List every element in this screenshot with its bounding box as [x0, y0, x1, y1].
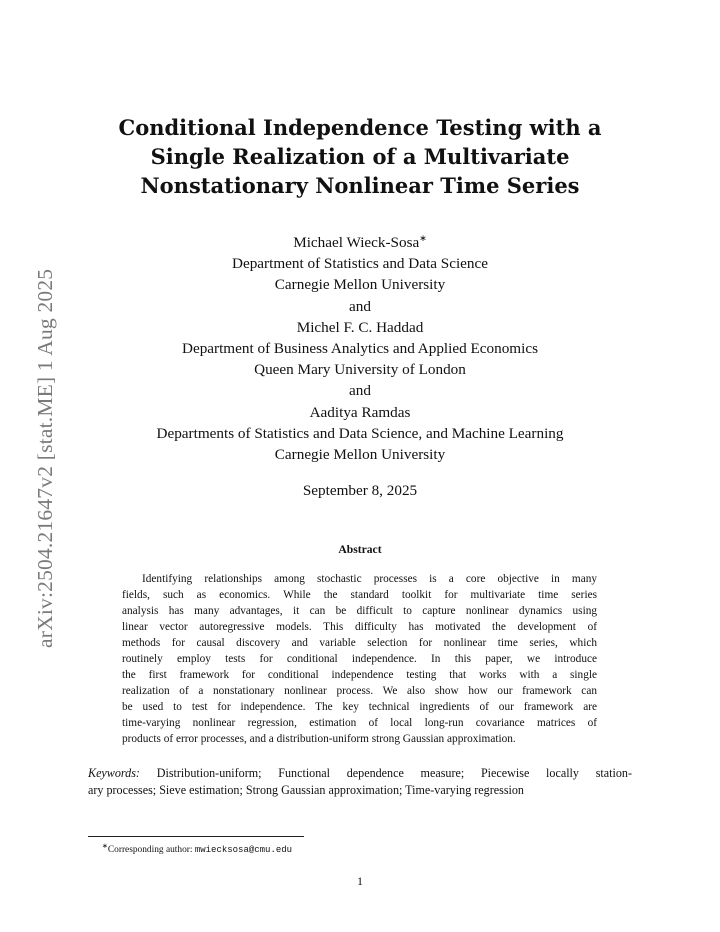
- abstract-line: methods for causal discovery and variable selection for nonlinear time series, which: [122, 637, 597, 649]
- abstract-line: be used to test for independence. The key technical ingredients of our framework are: [122, 701, 597, 713]
- abstract-line: realization of a nonstationary nonlinear process. We also show how our framework can: [122, 685, 597, 697]
- author-1-name: Michael Wieck-Sosa∗: [293, 233, 427, 252]
- abstract-line: the first framework for conditional independence testing that works with a single: [122, 669, 597, 681]
- abstract-line: fields, such as economics. While the standard toolkit for multivariate time series: [122, 589, 597, 601]
- keywords-line-2: ary processes; Sieve estimation; Strong Gaussian approximation; Time-varying regression: [88, 783, 524, 797]
- author-1-footnote-marker[interactable]: ∗: [419, 233, 427, 243]
- author-email-link[interactable]: mwiecksosa@cmu.edu: [194, 845, 293, 856]
- abstract-line: linear vector autoregressive models. This difficulty has motivated the development of: [122, 621, 597, 633]
- abstract-line: Identifying relationships among stochastic processes is a core objective in many: [142, 573, 597, 585]
- abstract-heading: Abstract: [338, 543, 382, 556]
- author-3-institution: Carnegie Mellon University: [274, 446, 446, 464]
- keywords-line-1: [88, 765, 632, 782]
- author-block: [80, 228, 640, 465]
- author-separator-2: and: [349, 382, 371, 400]
- arxiv-identifier-stamp: arXiv:2504.21647v2 [stat.ME] 1 Aug 2025: [33, 268, 57, 648]
- abstract-line: products of error processes, and a distribution-uniform strong Gaussian approximation.: [122, 733, 516, 745]
- footnote-text: Corresponding author:: [107, 845, 195, 856]
- author-1-institution: Carnegie Mellon University: [274, 276, 446, 294]
- abstract-line: routinely employ tests for conditional independence. In this paper, we introduce: [122, 653, 597, 665]
- author-2-department: Department of Business Analytics and Applied Economics: [181, 340, 538, 358]
- abstract-body: [122, 571, 597, 747]
- title-line-1: Conditional Independence Testing with a: [118, 115, 602, 140]
- paper-title: [80, 113, 640, 200]
- footnote-divider: [88, 836, 304, 837]
- author-3-name: Aaditya Ramdas: [309, 403, 411, 421]
- title-line-2: Single Realization of a Multivariate: [150, 144, 570, 169]
- author-1-department: Department of Statistics and Data Science: [232, 255, 488, 273]
- author-3-department: Departments of Statistics and Data Science, and Machine Learning: [156, 424, 564, 442]
- abstract-line: analysis has many advantages, it can be difficult to capture nonlinear dynamics using: [122, 605, 597, 617]
- title-line-3: Nonstationary Nonlinear Time Series: [140, 173, 580, 198]
- keywords-text-1: Distribution-uniform; Functional dependence measure; Piecewise locally station-: [156, 766, 632, 780]
- page-number: 1: [357, 874, 363, 888]
- footnote-marker: ∗: [102, 842, 108, 850]
- keywords-label: Keywords:: [88, 766, 140, 780]
- author-separator-1: and: [349, 297, 371, 315]
- keywords-section: [88, 765, 632, 799]
- author-2-institution: Queen Mary University of London: [254, 361, 466, 379]
- paper-date: September 8, 2025: [302, 482, 418, 499]
- corresponding-author-footnote: [102, 840, 292, 857]
- abstract-line: time-varying nonlinear regression, estimation of local long-run covariance matrices of: [122, 717, 597, 729]
- author-2-name: Michel F. C. Haddad: [296, 318, 424, 336]
